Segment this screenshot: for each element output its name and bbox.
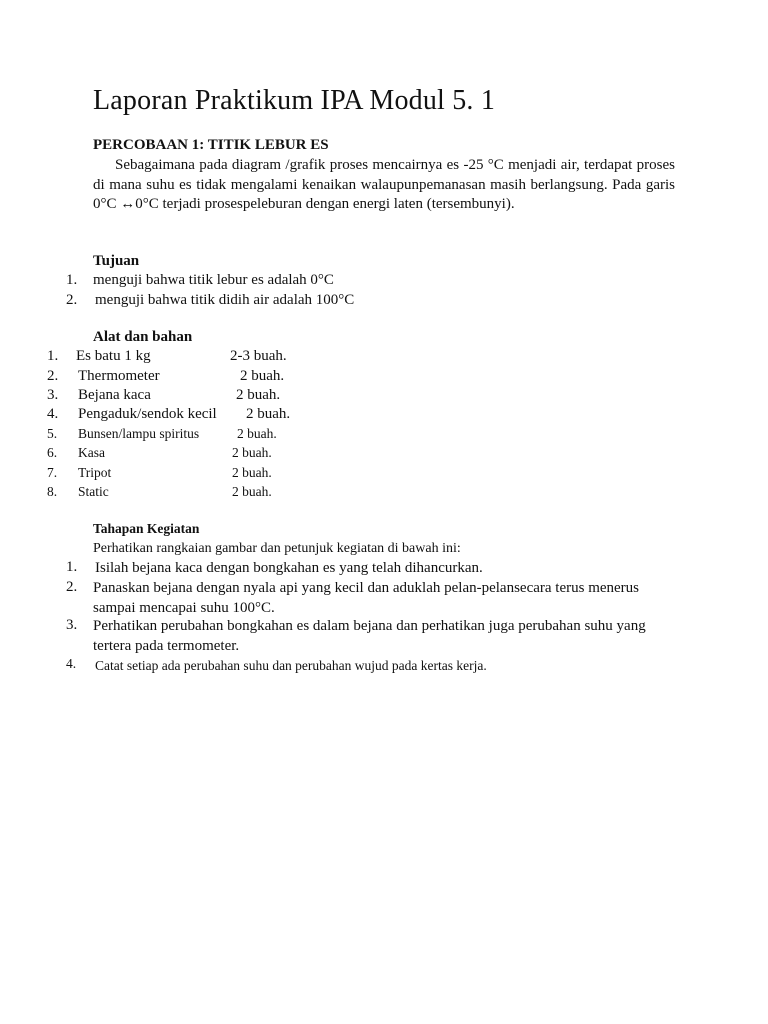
alat-item-name: Tripot bbox=[78, 465, 112, 480]
tujuan-item-number: 2. bbox=[66, 292, 78, 308]
tahapan-step-text: Isilah bejana kaca dengan bongkahan es yang telah dihancurkan. bbox=[95, 560, 483, 576]
alat-item-name: Es batu 1 kg bbox=[76, 348, 151, 364]
alat-item-name: Bejana kaca bbox=[78, 387, 151, 403]
experiment-intro: Sebagaimana pada diagram /grafik proses mencairnya es -25 °C menjadi air, terdapat proses di mana suhu es tidak mengalami kenaikan walaupunpemanasan masih berlangsung. Pada garis 0°C ↔0°C terjadi prosespeleburan dengan energi laten (tersembunyi). bbox=[93, 157, 675, 212]
alat-item-name: Static bbox=[78, 484, 109, 499]
alat-item-number: 4. bbox=[47, 406, 59, 422]
tahapan-step-text: Catat setiap ada perubahan suhu dan perubahan wujud pada kertas kerja. bbox=[95, 658, 487, 673]
document-title: Laporan Praktikum IPA Modul 5. 1 bbox=[93, 85, 496, 116]
alat-item-name: Kasa bbox=[78, 445, 105, 460]
alat-item-number: 1. bbox=[47, 348, 59, 364]
tahapan-heading: Tahapan Kegiatan bbox=[93, 521, 200, 536]
alat-item-quantity: 2-3 buah. bbox=[230, 348, 287, 364]
experiment-heading: PERCOBAAN 1: TITIK LEBUR ES bbox=[93, 137, 329, 153]
tujuan-item-text: menguji bahwa titik lebur es adalah 0°C bbox=[93, 272, 334, 288]
alat-item-number: 3. bbox=[47, 387, 59, 403]
alat-item-quantity: 2 buah. bbox=[237, 426, 277, 441]
tujuan-heading: Tujuan bbox=[93, 253, 140, 269]
alat-item-quantity: 2 buah. bbox=[232, 484, 272, 499]
alat-item-name: Pengaduk/sendok kecil bbox=[78, 406, 217, 422]
alat-item-quantity: 2 buah. bbox=[236, 387, 281, 403]
alat-item-name: Bunsen/lampu spiritus bbox=[78, 426, 200, 441]
tujuan-item-text: menguji bahwa titik didih air adalah 100°C bbox=[95, 292, 355, 308]
alat-item-quantity: 2 buah. bbox=[246, 406, 291, 422]
alat-item-quantity: 2 buah. bbox=[232, 465, 272, 480]
tahapan-step-text: Perhatikan perubahan bongkahan es dalam bejana dan perhatikan juga perubahan suhu yang tertera pada termometer. bbox=[93, 618, 646, 654]
tahapan-step-number: 3. bbox=[66, 617, 78, 633]
alat-item-quantity: 2 buah. bbox=[232, 445, 272, 460]
tahapan-step-text: Panaskan bejana dengan nyala api yang kecil dan aduklah pelan-pelansecara terus menerus sampai mencapai suhu 100°C. bbox=[93, 580, 640, 616]
tahapan-step-number: 1. bbox=[66, 559, 78, 575]
alat-item-number: 5. bbox=[47, 426, 58, 441]
tujuan-item-number: 1. bbox=[66, 272, 78, 288]
alat-heading: Alat dan bahan bbox=[93, 329, 193, 345]
tahapan-step-number: 4. bbox=[66, 656, 77, 671]
alat-item-number: 7. bbox=[47, 465, 58, 480]
alat-item-number: 6. bbox=[47, 445, 58, 460]
alat-item-name: Thermometer bbox=[78, 368, 160, 384]
alat-item-number: 2. bbox=[47, 368, 59, 384]
tahapan-intro: Perhatikan rangkaian gambar dan petunjuk kegiatan di bawah ini: bbox=[93, 541, 461, 556]
tahapan-step-number: 2. bbox=[66, 579, 78, 595]
alat-item-number: 8. bbox=[47, 484, 58, 499]
alat-item-quantity: 2 buah. bbox=[240, 368, 285, 384]
